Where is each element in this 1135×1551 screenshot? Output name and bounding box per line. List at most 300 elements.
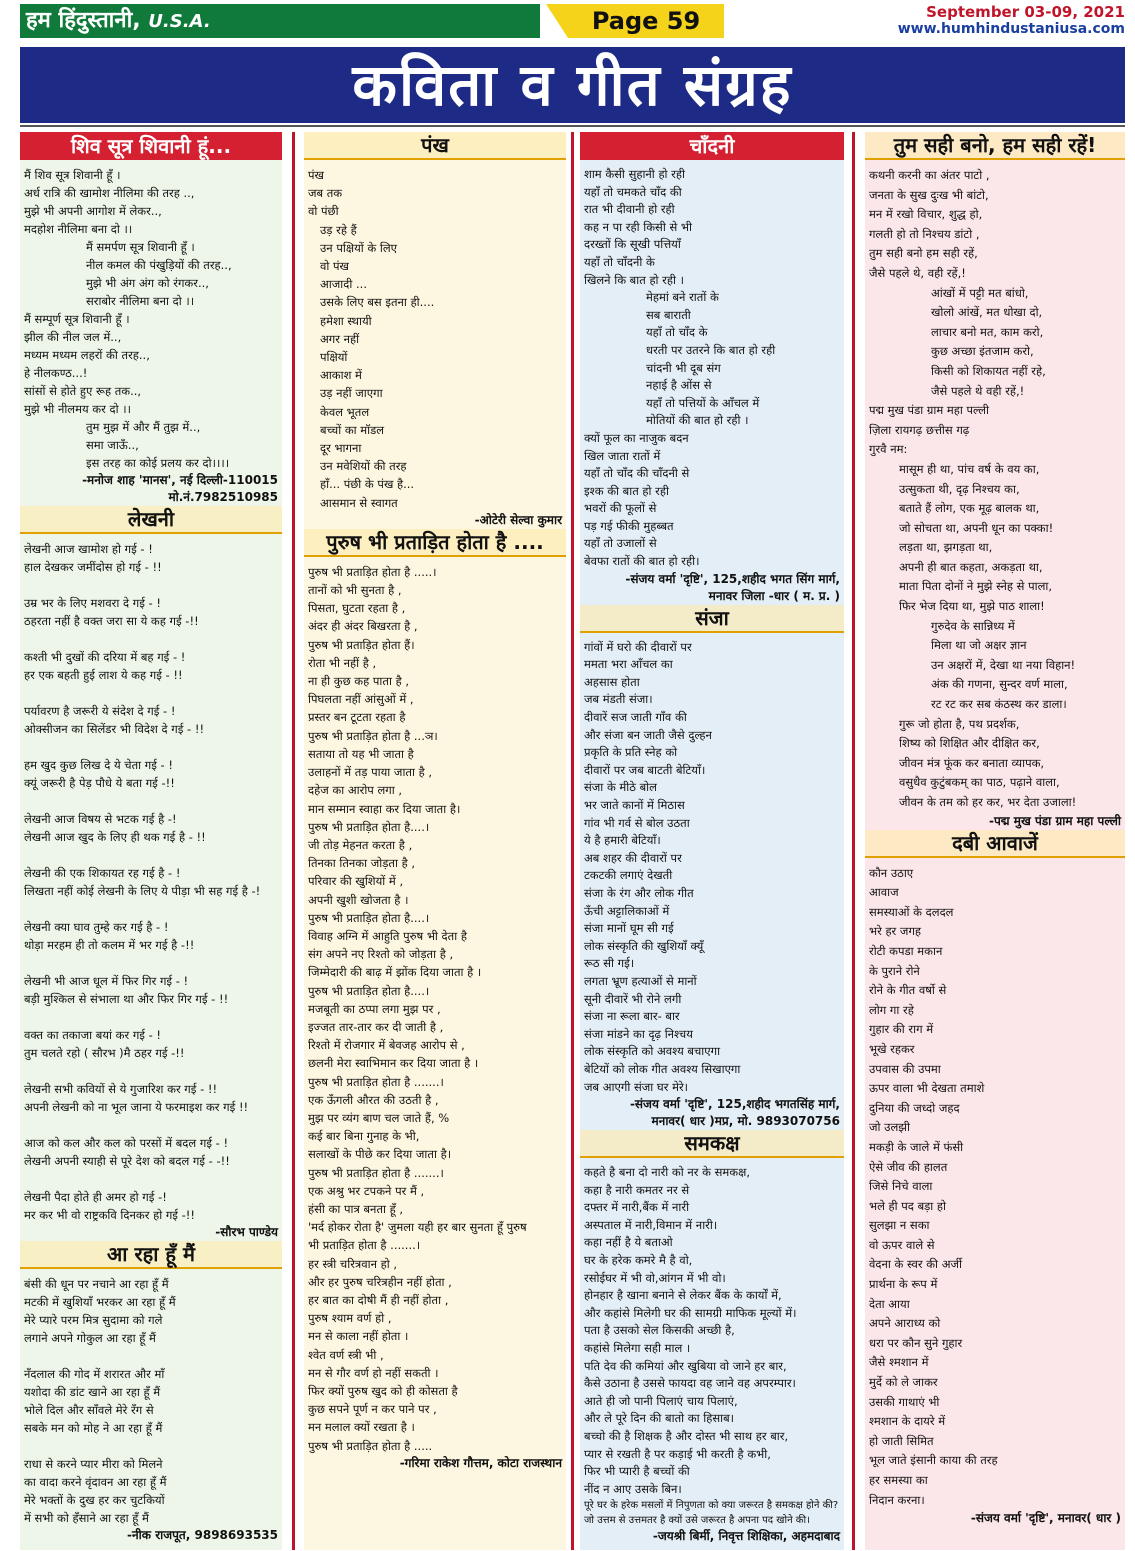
poem-line: पद्म मुख पंडा ग्राम महा पल्ली: [869, 403, 989, 418]
poem-line: चांदनी भी दूब संग: [646, 360, 721, 375]
stanza-gap: [24, 1347, 278, 1365]
poem-line: इश्क की बात हो रही: [584, 483, 669, 498]
poem-line: कैसे उठाना है उससे फायदा वह जाने वह अपरम्पार।: [584, 1376, 796, 1391]
poem-line: भी प्रताड़ित होता है .......।: [308, 1238, 421, 1253]
poem-line: समस्याओं के दलदल: [869, 904, 954, 919]
poem-line: मटकी में खुशियाँ भरकर आ रहा हूँ मैं: [24, 1295, 176, 1309]
poem-line: पुरुष भी प्रताड़ित होता है....।: [308, 983, 430, 998]
poem-line: घर के हरेक कमरे मै है वो,: [584, 1253, 693, 1268]
poem-line: सबके मन को मोह ने आ रहा हूँ मैं: [24, 1421, 163, 1435]
poem-line: वो पंख: [320, 259, 349, 274]
poem-line: तिनका तिनका जोड़ता है ,: [308, 856, 416, 871]
poem-line: रट रट कर सब कंठस्थ कर डाला।: [931, 697, 1067, 712]
poem-line: मेहमां बने रातों के: [646, 290, 719, 305]
poem-line: पुरुष भी प्रताड़ित होता है .......।: [308, 1165, 444, 1180]
poem-line: वो पंछी: [308, 204, 339, 219]
poem-line: रोता भी नहीं है ,: [308, 655, 377, 670]
poem-line: और कहांसे मिलेगी घर की सामग्री माफिक मूल्यों में।: [584, 1305, 797, 1320]
poem-line: बेवफा रातों की बात हो रही।: [584, 554, 700, 569]
poem-line: नींद न आए उसके बिन।: [584, 1481, 682, 1496]
poem-line: जिम्मेदारी की बाढ़ में झोंक दिया जाता है ।: [308, 965, 482, 980]
poem-line: पुरुष श्याम वर्ण हो ,: [308, 1311, 392, 1326]
poem-line: सब बाराती: [646, 307, 691, 322]
poem-line: उसकी गाथाएं भी: [869, 1394, 940, 1409]
poem-line: मुर्दे को ले जाकर: [869, 1375, 938, 1390]
poem-line: आवाज: [869, 885, 899, 900]
masthead: [20, 4, 540, 38]
column-divider: [852, 132, 855, 1550]
poem-line: पुरुष भी प्रताड़ित होता है .....: [308, 1438, 433, 1453]
poem-line: हर एक बहती हुई लाश ये कह गई - !!: [24, 668, 183, 682]
poem-line: तुम सही बनो हम सही रहें,: [869, 246, 978, 261]
poem-line: क्यूं जरूरी है पेड़ पौधे ये बता गई -!!: [24, 776, 175, 790]
poem-author-address: मनावर जिला -धार ( म. प्र. ): [708, 588, 840, 603]
poem-line: ये है हमारी बेटियाँ।: [584, 833, 661, 848]
poem-line: का वादा करने वृंदावन आ रहा हूँ मैं: [24, 1475, 167, 1489]
poem-line: श्वेत वर्ण स्त्री भी ,: [308, 1347, 384, 1362]
poem-line: दीवारों पर जब बाटती बेटियाँ।: [584, 762, 706, 777]
poem-line: उसके लिए बस इतना ही....: [320, 295, 435, 310]
poem-line: लेखनी अपनी स्याही से पूरे देश को बदल गई - -!!: [24, 1154, 230, 1168]
poem-line: यहाँ तो पत्तियों के आँचल में: [646, 395, 760, 410]
poem-line: उम्र भर के लिए मशवरा दे गई - !: [24, 596, 161, 610]
poem-line: जीवन के तम को हर कर, भर देता उजाला!: [899, 795, 1077, 809]
poem-line: लोक संस्कृति की खुशियाँ क्यूँ: [584, 938, 704, 953]
poem-line: किसी को शिकायत नहीं रहे,: [931, 363, 1046, 378]
stanza-gap: [24, 1062, 278, 1080]
poem-line: आकाश में: [320, 368, 362, 383]
poem-line: यहाँ तो चाँद के: [646, 325, 708, 340]
poem-line: मोतियों की बात हो रही ।: [646, 413, 749, 428]
poem-line: कहांसे मिलेगा सही माल ।: [584, 1341, 691, 1356]
poem-line: केवल भूतल: [320, 404, 370, 419]
author-phone: मो.नं.7982510985: [168, 490, 278, 504]
poem-line: जब मंडती संजा।: [584, 692, 653, 707]
poem-line: टकटकी लगाएं देखती: [584, 868, 673, 883]
stanza-gap: [24, 1008, 278, 1026]
poem-line: सूनी दीवारें भी रोने लगी: [584, 991, 682, 1006]
column-3: [580, 132, 844, 1550]
poem-line: मासूम ही था, पांच वर्ष के वय का,: [899, 461, 1040, 476]
poem-line: जीवन मंत्र फूंक कर बनाता व्यापक,: [899, 755, 1045, 770]
poem-author: -सौरभ पाण्डेय: [215, 1225, 278, 1239]
poem-line: मेरे भक्तों के दुख हर कर चुटकियों: [24, 1493, 165, 1507]
poem-line: वक्त का तकाजा बयां कर गई - !: [24, 1028, 162, 1042]
poem-line: प्रस्तर बन टूटता रहता है: [308, 710, 406, 725]
poem-line: मुझे भी अपनी आगोश में लेकर..,: [24, 204, 162, 218]
poem-line: दूर भागना: [320, 441, 362, 456]
poem-line: पड़ गई फीकी मुहब्बत: [584, 518, 674, 533]
poem-line: के पुराने रोने: [869, 963, 920, 978]
poem-line: सांसों से होते हुए रूह तक..,: [24, 384, 142, 398]
stanza-gap: [24, 1437, 278, 1455]
poem-line: जैसे श्मशान में: [869, 1355, 929, 1370]
poem-title: दबी आवाजें: [865, 830, 1125, 858]
poem-line: तानों को भी सुनता है ,: [308, 583, 402, 598]
poem-line: मन से काला नहीं होता ।: [308, 1329, 409, 1344]
poem-line: दहेज का आरोप लगा ,: [308, 783, 403, 798]
poem-line: लेखनी आज विषय से भटक गई है -!: [24, 812, 177, 826]
poem-line: लेखनी सभी कवियों से ये गुजारिश कर गई - !!: [24, 1082, 218, 1096]
poem-line: भूखे रहकर: [869, 1041, 915, 1056]
stanza-gap: [24, 684, 278, 702]
poem-line: और संजा बन जाती जैसे दुल्हन: [584, 727, 712, 742]
poem-author: -नीक राजपूत, 9898693535: [127, 1528, 278, 1542]
poem-line: ऊपर वाला भी देखता तमाशे: [869, 1081, 985, 1096]
poem-line: गुहार की राग में: [869, 1022, 934, 1037]
poem-line: में सभी को हँसाने आ रहा हूँ मैं: [24, 1511, 149, 1525]
poem-line: कई बार बिना गुनाह के भी,: [308, 1129, 420, 1144]
poem-title: शिव सूत्र शिवानी हूं...: [20, 132, 282, 160]
poem-line: पक्षियों: [320, 350, 348, 365]
poem-title: आ रहा हूँ मैं: [20, 1241, 282, 1269]
poem-line: पिसता, घुटता रहता है ,: [308, 601, 406, 616]
poem-author: -संजय वर्मा 'दृष्टि', मनावर( धार ): [970, 1511, 1121, 1526]
poem-line: जब तक: [308, 186, 343, 201]
poem-line: शिष्य को शिक्षित और दीक्षित कर,: [899, 736, 1040, 751]
poem-line: एक अश्रु भर टपकने पर मैं ,: [308, 1183, 425, 1198]
poem-author: -जयश्री बिर्मी, निवृत्त शिक्षिका, अहमदाबाद: [652, 1529, 840, 1544]
poem-line: पर्यावरण है जरूरी ये संदेश दे गई - !: [24, 704, 176, 718]
poem-line: हमेशा स्थायी: [320, 313, 372, 328]
poem-author: -गरिमा राकेश गौत्तम, कोटा राजस्थान: [399, 1455, 562, 1470]
stanza-gap: [24, 1170, 278, 1188]
poem-line: कहते है बना दो नारी को नर के समकक्ष,: [584, 1165, 751, 1180]
poem-line: भोले दिल और साँवले मेरे रँग से: [24, 1403, 154, 1417]
poem-line: रूठ सी गई।: [584, 956, 635, 971]
poem-line: यहाँ तो चाँदनी के: [584, 254, 655, 269]
poem-line: अर्ध रात्रि की खामोश नीलिमा की तरह ..,: [24, 186, 195, 200]
poem-line: आते ही जो पानी पिलाएं चाय पिलाएं,: [584, 1393, 738, 1408]
stanza-gap: [24, 900, 278, 918]
poem-line: लोक संस्कृति को अवश्य बचाएगा: [584, 1044, 721, 1059]
poem-line: उपवास की उपमा: [869, 1061, 941, 1076]
poem-line: धरती पर उतरने कि बात हो रही: [646, 342, 776, 357]
poem-line: लगता भ्रूण हत्याओं से मानों: [584, 973, 697, 988]
poem-line: प्रकृति के प्रति स्नेह को: [584, 745, 678, 760]
poem-line: खोलो आंखें, मत धोखा दो,: [931, 305, 1043, 320]
poem-line: संजा मांडने का दृढ़ निश्चय: [584, 1026, 693, 1041]
stanza-gap: [24, 846, 278, 864]
poem-line: निदान करना।: [869, 1492, 925, 1507]
newspaper-name: हम हिंदुस्तानी,: [26, 8, 141, 33]
poem-line: इस तरह का कोई प्रलय कर दो।।।।: [86, 456, 230, 470]
poem-line: पति देव की कमियां और खुबिया वो जाने हर बार,: [584, 1358, 787, 1373]
poem-line: संजा के रंग और लोक गीत: [584, 885, 694, 900]
poem-line: भवरों की फूलों से: [584, 501, 657, 516]
poem-line: हाँ... पंछी के पंख है...: [320, 477, 415, 492]
poem-line: गांवों में घरो की दीवारों पर: [584, 639, 692, 654]
poem-line: भर जाते कानों में मिठास: [584, 798, 685, 812]
poem-line: जब आएगी संजा घर मेरे।: [584, 1079, 689, 1094]
poem-line: यशोदा की डांट खाने आ रहा हूँ मैं: [24, 1385, 161, 1399]
column-divider: [571, 132, 574, 1550]
poem-line: मुझे भी नीलमय कर दो ।।: [24, 402, 131, 416]
poem-line: समा जाऊँ..,: [86, 438, 139, 452]
poem-line: शाम कैसी सुहानी हो रही: [584, 167, 685, 181]
poem-line: आज को कल और कल को परसों में बदल गई - !: [24, 1136, 229, 1150]
poem-line: पंख: [308, 168, 324, 182]
poem-line: मान सम्मान स्वाहा कर दिया जाता है।: [308, 801, 461, 816]
poem-author: -ओटेरी सेल्वा कुमार: [474, 512, 562, 527]
poem-author-address: मनावर( धार )मप्र, मो. 9893070756: [651, 1114, 840, 1129]
poem-line: अस्पताल में नारी,विमान में नारी।: [584, 1217, 718, 1232]
poem-line: तुम चलते रहो ( सौरभ )मै ठहर गई -!!: [24, 1046, 185, 1060]
stanza-gap: [24, 1116, 278, 1134]
poem-line: पुरुष भी प्रताड़ित होता है .......।: [308, 1074, 444, 1089]
poem-line: मिला था जो अक्षर ज्ञान: [931, 638, 1027, 653]
poem-line: जी तोड़ मेहनत करता है ,: [308, 837, 413, 852]
stanza-gap: [24, 954, 278, 972]
poem-line: यहाँ तो चाँद की चाँदनी से: [584, 466, 690, 481]
poem-line: लेखनी की एक शिकायत रह गई है - !: [24, 866, 181, 880]
poem-line: रोने के गीत वर्षो से: [869, 983, 947, 998]
poem-line: मकड़ी के जाले में फंसी: [869, 1139, 964, 1154]
poem-line: ठहरता नहीं है वक्त जरा सा ये कह गई -!!: [24, 614, 199, 628]
poem-line: जो सोचता था, अपनी धून का पक्का!: [899, 520, 1054, 535]
column-1: [20, 132, 282, 1550]
poem-line: लड़ता था, झगड़ता था,: [899, 540, 993, 555]
poem-line: हर समस्या का: [869, 1473, 928, 1487]
column-2: [304, 132, 566, 1550]
poem-line: हर बात का दोषी मैं ही नहीं होता ,: [308, 1292, 449, 1307]
poem-line: यहाँ तो चमकते चाँद की: [584, 184, 682, 199]
poem-line: उन मवेशियों की तरह: [320, 459, 407, 474]
poem-line: गुरवै नम:: [869, 442, 908, 457]
poem-line: नँदलाल की गोद में शरारत और माँ: [24, 1367, 165, 1381]
newspaper-region: U.S.A.: [148, 11, 211, 32]
poem-line: फिर भेज दिया था, मुझे पाठ शाला!: [899, 599, 1045, 614]
poem-line: मजबूती का ठप्पा लगा मुझ पर ,: [308, 1001, 441, 1016]
poem-line: कुछ अच्छा इंतजाम करो,: [931, 344, 1034, 359]
poem-line: कथनी करनी का अंतर पाटो ,: [869, 168, 990, 182]
poem-line: हे नीलकण्ठ...!: [24, 366, 88, 380]
poem-line: लोग गा रहे: [869, 1002, 914, 1017]
poem-line: लेखनी पैदा होते ही अमर हो गई -!: [24, 1190, 167, 1204]
poem-line: पिघलता नहीं आंसुओं में ,: [308, 692, 414, 707]
poem-line: लिखता नहीं कोई लेखनी के लिए ये पीड़ा भी सह गई है -!: [24, 884, 261, 898]
poem-line: श्मशान के दायरे में: [869, 1414, 946, 1429]
poem-title: पंख: [304, 132, 566, 160]
poem-line: अपने आराध्य को: [869, 1316, 941, 1331]
poem-line: जिसे निचे वाला: [869, 1179, 933, 1194]
poem-line: मैं शिव सूत्र शिवानी हूँ ।: [24, 168, 121, 182]
poem-line: लेखनी आज खामोश हो गई - !: [24, 542, 153, 556]
poem-title: समकक्ष: [580, 1130, 844, 1158]
poem-line: बंसी की धून पर नचाने आ रहा हूँ मैं: [24, 1277, 169, 1291]
poem-line: भले ही पद बड़ा हो: [869, 1198, 947, 1213]
poem-line: गुरू जो होता है, पथ प्रदर्शक,: [899, 716, 1020, 731]
poem-line: मर कर भी वो राष्ट्रकवि दिनकर हो गई -!!: [24, 1208, 195, 1222]
poem-line: जो उत्तम से उत्तमतर है क्यों उसे जरूरत है अपना पद खोने की।: [584, 1515, 810, 1527]
poem-line: मदहोश नीलिमा बना दो ।।: [24, 222, 133, 236]
poem-line: पुरुष भी प्रताड़ित होता है ...ञ।: [308, 728, 438, 743]
stanza-gap: [24, 792, 278, 810]
poem-line: एक ऊँगली औरत की उठती है ,: [308, 1092, 439, 1107]
poem-line: ऊँची अट्टालिकाओं में: [584, 903, 670, 918]
poem-line: रोटी कपडा मकान: [869, 943, 943, 958]
poem-line: नहाई है ओंस से: [646, 378, 712, 393]
poem-line: उड़ नहीं जाएगा: [320, 386, 383, 401]
poem-line: संजा ना रूला बार- बार: [584, 1009, 680, 1024]
poem-line: ना ही कुछ कह पाता है ,: [308, 674, 410, 689]
column-divider: [292, 132, 295, 1550]
poem-line: प्रार्थना के रूप में: [869, 1277, 938, 1292]
poem-line: अंदर ही अंदर बिखरता है ,: [308, 619, 418, 634]
poem-title: चाँदनी: [580, 132, 844, 160]
poem-line: उलाहनों में तड़ पाया जाता है ,: [308, 765, 433, 780]
poem-line: उन पक्षियों के लिए: [320, 240, 398, 255]
poem-line: उत्सुकता थी, दृढ़ निश्चय का,: [899, 481, 1020, 496]
date-block: [898, 4, 1125, 38]
poem-line: पुरुष भी प्रताड़ित होता है .....।: [308, 564, 437, 579]
poem-line: 'मर्द होकर रोता है' जुमला यही हर बार सुनता हूँ पुरुष: [308, 1220, 527, 1235]
poem-author: -संजय वर्मा 'दृष्टि', 125,शहीद भगत सिंग मार्ग,: [625, 571, 840, 586]
poem-line: प्यार से रखती है पर कड़ाई भी करती है कभी,: [584, 1446, 771, 1461]
poem-line: कहा है नारी कमतर नर से: [584, 1182, 690, 1197]
poem-line: अंक की गणना, सुन्दर वर्ण माला,: [931, 677, 1068, 692]
poem-line: जनता के सुख दुःख भी बांटो,: [869, 187, 989, 202]
poem-line: दफ्तर में नारी,बैंक में नारी: [584, 1200, 690, 1215]
poem-line: इज्जत तार-तार कर दी जाती है ,: [308, 1019, 444, 1034]
poem-author: -मनोज शाह 'मानस', नई दिल्ली-110015: [82, 473, 278, 487]
poem-line: खिल जाता रातों में: [584, 448, 661, 463]
poem-line: ममता भरा आँचल का: [584, 657, 673, 672]
poem-line: रिश्तो में रोजगार में बेवजह आरोप से ,: [308, 1038, 465, 1053]
poem-line: ओक्सीजन का सिलेंडर भी विदेश दे गई - !!: [24, 722, 205, 736]
poem-line: मन में रखो विचार, शुद्ध हो,: [869, 207, 983, 222]
poem-line: मन से गौर वर्ण हो नहीं सकती ।: [308, 1365, 439, 1380]
poem-line: देता आया: [869, 1296, 910, 1311]
poem-line: लेखनी क्या घाव तुम्हे कर गई है - !: [24, 920, 169, 934]
stanza-gap: [24, 630, 278, 648]
section-banner: कविता व गीत संग्रह: [20, 47, 1125, 123]
poem-line: हाल देखकर जमींदोस हो गई - !!: [24, 560, 162, 574]
poem-line: गुरुदेव के सान्निध्य में: [931, 618, 1015, 633]
poem-line: बड़ी मुश्किल से संभाला था और फिर गिर गई - !!: [24, 992, 229, 1006]
poem-line: कौन उठाए: [869, 865, 914, 880]
poem-line: लेखनी आज खुद के लिए ही थक गई है - !!: [24, 830, 206, 844]
poem-title: लेखनी: [20, 506, 282, 534]
poem-line: अपनी लेखनी को ना भूल जाना ये फरमाइश कर गई !!: [24, 1100, 249, 1114]
poem-line: होनहार है खाना बनाने से लेकर बैंक के कार्यों में,: [584, 1288, 782, 1303]
poem-author: -पद्म मुख पंडा ग्राम महा पल्ली: [989, 813, 1121, 828]
poem-line: आजादी ...: [320, 277, 367, 292]
poem-line: दरख्तों कि सूखी पत्तियाँ: [584, 237, 681, 252]
poem-line: उड़ रहे हैं: [320, 222, 357, 237]
poem-line: संजा मानों घूम सी गई: [584, 921, 674, 936]
poem-line: संग अपने नए रिश्तो को जोड़ता है ,: [308, 947, 454, 962]
stanza-gap: [24, 576, 278, 594]
poem-line: तुम मुझ में और मैं तुझ में..,: [86, 420, 201, 434]
poem-line: लाचार बनो मत, काम करो,: [931, 324, 1044, 339]
poem-line: मध्यम मध्यम लहरों की तरह..,: [24, 348, 150, 362]
poem-line: सताया तो यह भी जाता है: [308, 746, 414, 761]
poem-line: झील की नील जल में..,: [24, 330, 122, 344]
poem-line: खिलने कि बात हो रही ।: [584, 272, 684, 287]
stanza-gap: [24, 738, 278, 756]
poem-line: पुरुष भी प्रताड़ित होता है....।: [308, 819, 430, 834]
poem-line: थोड़ा मरहम ही तो कलम में भर गई है -!!: [24, 938, 195, 952]
poem-line: फिर भी प्यारी है बच्चों की: [584, 1464, 690, 1479]
poem-line: परिवार की खुशियों में ,: [308, 874, 404, 889]
poem-line: मैं सम्पूर्ण सूत्र शिवानी हूँ ।: [24, 312, 130, 326]
poem-line: बताते हैं लोग, एक मूढ़ बालक था,: [899, 501, 1040, 516]
poem-line: हो जाती सिमित: [869, 1433, 934, 1448]
poem-line: सराबोर नीलिमा बना दो ।।: [86, 294, 195, 308]
poem-line: भूल जाते इंसानी काया की तरह: [869, 1453, 998, 1468]
poem-line: मुझ पर व्यंग बाण चल जाते हैं, %: [308, 1110, 450, 1125]
poem-line: जैसे पहले थे, वही रहें,!: [869, 265, 966, 280]
poem-line: और ले पूरे दिन की बातो का हिसाब।: [584, 1411, 735, 1426]
page-number: Page 59: [568, 4, 724, 38]
poem-line: जो उलझी: [869, 1120, 910, 1135]
website-link[interactable]: www.humhindustaniusa.com: [897, 21, 1125, 37]
poem-line: मुझे भी अंग अंग को रंगकर..,: [86, 276, 209, 290]
poem-line: सलाखों के पीछे कर दिया जाता है।: [308, 1147, 452, 1162]
poem-line: लगाने अपने गोकुल आ रहा हूँ मैं: [24, 1331, 156, 1345]
poem-line: बेटियों को लोक गीत अवश्य सिखाएगा: [584, 1061, 741, 1076]
poem-line: मेरे प्यारे परम मित्र सुदामा को गले: [24, 1313, 163, 1327]
poem-line: अहसास होता: [584, 674, 640, 689]
poem-line: बच्चों का मॉडल: [320, 422, 385, 437]
poem-line: मैं समर्पण सूत्र शिवानी हूँ ।: [86, 240, 195, 254]
poem-line: अपनी खुशी खोजता है ।: [308, 892, 409, 907]
poem-line: छलनी मेरा स्वाभिमान कर दिया जाता है ।: [308, 1056, 479, 1071]
poem-line: पूरे घर के हरेक मसलों में निपुणता को क्या जरूरत है समकक्ष होने की?: [584, 1500, 839, 1512]
poem-line: भरे हर जगह: [869, 924, 922, 939]
poem-line: रात भी दीवानी हो रही: [584, 202, 675, 217]
poem-line: वेदना के स्वर की अर्जी: [869, 1257, 962, 1272]
header-rule: [20, 125, 1125, 127]
poem-line: वसुधैव कुटुंबकम् का पाठ, पढ़ाने वाला,: [899, 775, 1060, 790]
poem-line: अगर नहीं: [320, 331, 360, 346]
poem-line: नील कमल की पंखुड़ियों की तरह..,: [86, 258, 232, 272]
poem-line: बच्चो की है शिक्षक है और दोस्त भी साथ हर बार,: [584, 1429, 789, 1443]
poem-line: और हर पुरुष चरित्रहीन नहीं होता ,: [308, 1274, 452, 1289]
poem-line: लेखनी भी आज धूल में फिर गिर गई - !: [24, 974, 189, 988]
poem-author: -संजय वर्मा 'दृष्टि', 125,शहीद भगतसिंह मार्ग,: [629, 1097, 840, 1112]
poem-line: पता है उसको सेल किसकी अच्छी है,: [584, 1323, 735, 1338]
poem-line: ज़िला रायगढ़ छत्तीस गढ़: [869, 422, 970, 437]
poem-line: हंसी का पात्र बनता हूँ ,: [308, 1201, 404, 1216]
poem-line: आंखों में पट्टी मत बांधो,: [931, 285, 1029, 300]
poem-line: सुलझा न सका: [869, 1218, 930, 1233]
poem-line: यहाँ तो उजालों से: [584, 536, 657, 551]
poem-line: धरा पर कौन सुने गुहार: [869, 1335, 963, 1350]
poem-line: वो ऊपर वाले से: [869, 1237, 935, 1252]
poem-line: विवाह अग्नि में आहुति पुरुष भी देता है: [308, 928, 467, 943]
page-header: [20, 4, 1125, 42]
poem-title: तुम सही बनो, हम सही रहें!: [865, 132, 1125, 160]
poem-line: क्यों फूल का नाजुक बदन: [584, 430, 689, 445]
poem-line: उन अक्षरों में, देखा था नया विहान!: [931, 657, 1076, 672]
poem-title: पुरुष भी प्रताड़ित होता है ....: [304, 529, 566, 557]
issue-date: September 03-09, 2021: [926, 3, 1125, 21]
poem-line: दीवारें सज जाती गाँव की: [584, 710, 687, 725]
poem-line: कश्ती भी दुखों की दरिया में बह गई - !: [24, 650, 186, 664]
column-4: [865, 132, 1125, 1550]
poem-line: माता पिता दोनों ने मुझे स्नेह से पाला,: [899, 579, 1053, 594]
poem-line: आसमान से स्वागत: [320, 495, 398, 510]
poem-line: पुरुष भी प्रताड़ित होता हैं।: [308, 637, 415, 652]
poem-line: कह न पा रही किसी से भी: [584, 219, 692, 234]
poem-line: कुछ सपने पूर्ण न कर पाने पर ,: [308, 1402, 437, 1417]
poem-line: जैसे पहले थे वही रहें,!: [931, 383, 1025, 398]
poem-line: ऐसे जीव की हालत: [869, 1159, 948, 1174]
poem-line: अब शहर की दीवारों पर: [584, 850, 682, 865]
poem-line: दुनिया की जध्दो जहद: [869, 1100, 960, 1115]
